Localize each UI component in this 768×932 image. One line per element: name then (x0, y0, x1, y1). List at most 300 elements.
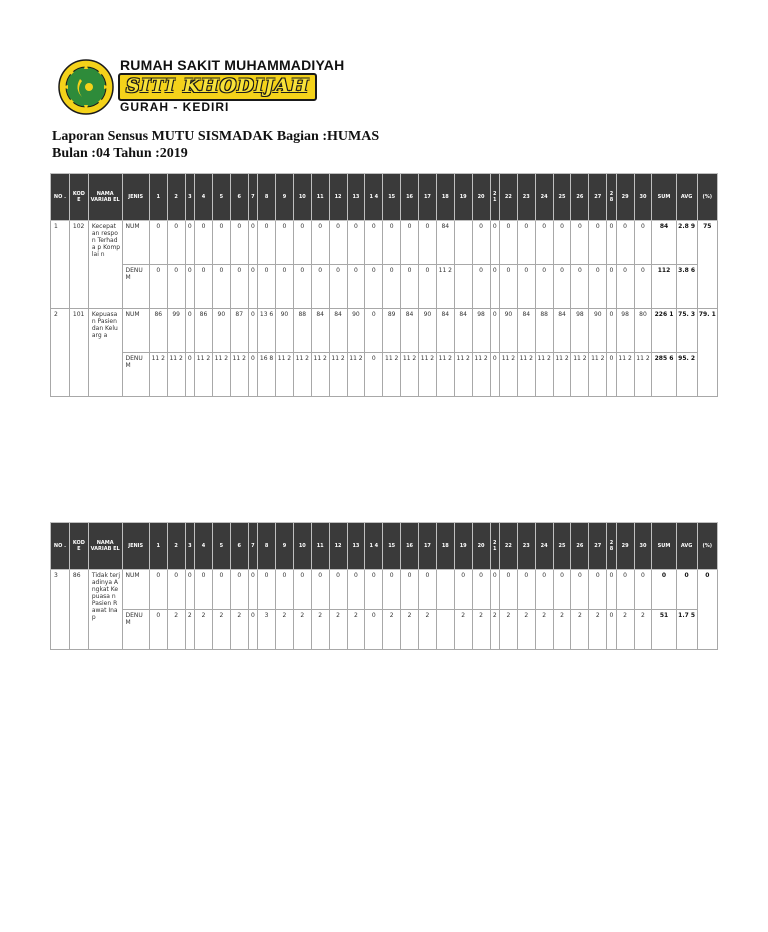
day-value: 0 (419, 221, 437, 265)
day-value: 0 (517, 265, 535, 309)
day-value: 2 (185, 610, 194, 650)
hospital-name: SITI KHODIJAH (118, 73, 317, 101)
table-row (51, 570, 718, 610)
day-value: 11 2 (589, 353, 607, 397)
column-header: 12 (329, 174, 347, 221)
day-value: 0 (212, 221, 230, 265)
column-header: 10 (293, 174, 311, 221)
column-header: 30 (634, 174, 652, 221)
day-value: 0 (329, 570, 347, 610)
day-value: 0 (553, 221, 571, 265)
day-value: 0 (195, 221, 213, 265)
column-header: NAMA VARIAB EL (88, 174, 122, 221)
day-value: 11 2 (276, 353, 294, 397)
day-value: 90 (347, 309, 365, 353)
row-code: 86 (69, 570, 88, 650)
row-code: 101 (69, 309, 88, 397)
day-value: 11 2 (230, 353, 248, 397)
column-header: 18 (436, 523, 454, 570)
hospital-logo (58, 55, 358, 117)
day-value: 11 2 (212, 353, 230, 397)
column-header: 30 (634, 523, 652, 570)
day-value: 84 (436, 221, 454, 265)
day-value: 0 (185, 265, 194, 309)
column-header: 17 (419, 174, 437, 221)
day-value: 0 (634, 221, 652, 265)
day-value: 87 (230, 309, 248, 353)
day-value: 0 (149, 265, 167, 309)
day-value: 0 (607, 610, 616, 650)
day-value: 0 (185, 309, 194, 353)
day-value: 11 2 (454, 353, 472, 397)
column-header: 12 (329, 523, 347, 570)
column-header: 26 (571, 174, 589, 221)
day-value: 0 (149, 221, 167, 265)
column-header: JENIS (122, 523, 149, 570)
column-header: 16 (401, 523, 419, 570)
row-type: DENU M (122, 610, 149, 650)
day-value: 0 (499, 265, 517, 309)
day-value: 2 (499, 610, 517, 650)
day-value: 0 (347, 221, 365, 265)
day-value: 86 (195, 309, 213, 353)
column-header: 8 (258, 523, 276, 570)
day-value: 11 2 (535, 353, 553, 397)
day-value: 0 (258, 570, 276, 610)
day-value: 2 (276, 610, 294, 650)
column-header: NO . (51, 174, 70, 221)
day-value: 2 (472, 610, 490, 650)
day-value: 2 (167, 610, 185, 650)
column-header: 26 (571, 523, 589, 570)
day-value: 84 (401, 309, 419, 353)
day-value: 90 (276, 309, 294, 353)
sum-value: 112 (652, 265, 676, 309)
day-value: 0 (149, 570, 167, 610)
day-value: 0 (401, 265, 419, 309)
day-value: 0 (276, 265, 294, 309)
column-header: 25 (553, 523, 571, 570)
sum-value: 51 (652, 610, 676, 650)
day-value: 84 (329, 309, 347, 353)
day-value: 11 2 (329, 353, 347, 397)
column-header: 6 (230, 523, 248, 570)
day-value: 2 (571, 610, 589, 650)
day-value: 0 (195, 570, 213, 610)
table-row (51, 353, 718, 397)
avg-value: 2.8 9 (676, 221, 697, 265)
row-type: NUM (122, 221, 149, 265)
day-value: 0 (490, 353, 499, 397)
day-value: 88 (535, 309, 553, 353)
day-value: 98 (472, 309, 490, 353)
column-header: 22 (499, 174, 517, 221)
day-value: 11 2 (149, 353, 167, 397)
column-header: 9 (276, 174, 294, 221)
day-value: 2 (401, 610, 419, 650)
day-value: 89 (383, 309, 401, 353)
table-header-row (51, 174, 718, 221)
percent-value: 75 (697, 221, 717, 309)
column-header: 6 (230, 174, 248, 221)
day-value: 2 (347, 610, 365, 650)
column-header: 2 8 (607, 523, 616, 570)
row-type: DENU M (122, 353, 149, 397)
day-value: 0 (365, 570, 383, 610)
day-value: 0 (472, 265, 490, 309)
day-value (454, 265, 472, 309)
day-value: 0 (365, 221, 383, 265)
day-value: 0 (248, 221, 257, 265)
column-header: JENIS (122, 174, 149, 221)
column-header: 11 (311, 523, 329, 570)
day-value: 0 (571, 265, 589, 309)
column-header: 24 (535, 174, 553, 221)
column-header: 23 (517, 523, 535, 570)
sum-value: 285 6 (652, 353, 676, 397)
muhammadiyah-emblem-icon (58, 59, 114, 115)
column-header: 7 (248, 174, 257, 221)
day-value: 11 2 (383, 353, 401, 397)
avg-value: 3.8 6 (676, 265, 697, 309)
day-value: 0 (401, 221, 419, 265)
day-value: 90 (212, 309, 230, 353)
day-value: 90 (419, 309, 437, 353)
column-header: 4 (195, 523, 213, 570)
day-value: 0 (365, 265, 383, 309)
day-value: 11 2 (616, 353, 634, 397)
day-value: 0 (535, 265, 553, 309)
day-value: 0 (347, 570, 365, 610)
column-header: 7 (248, 523, 257, 570)
variable-name: Tidak terjadinya Angkat Kepuasa n Pasien Rawat Inap (88, 570, 122, 650)
avg-value: 1.7 5 (676, 610, 697, 650)
day-value: 0 (329, 265, 347, 309)
day-value: 0 (535, 221, 553, 265)
day-value: 2 (311, 610, 329, 650)
day-value: 90 (589, 309, 607, 353)
day-value: 0 (490, 265, 499, 309)
column-header: 4 (195, 174, 213, 221)
day-value: 0 (230, 265, 248, 309)
day-value: 0 (490, 309, 499, 353)
day-value: 3 (258, 610, 276, 650)
day-value: 11 2 (195, 353, 213, 397)
day-value: 84 (454, 309, 472, 353)
day-value: 0 (365, 309, 383, 353)
day-value: 0 (258, 221, 276, 265)
column-header: 1 (149, 523, 167, 570)
column-header: 2 8 (607, 174, 616, 221)
column-header: 13 (347, 174, 365, 221)
day-value: 2 (230, 610, 248, 650)
row-type: NUM (122, 309, 149, 353)
row-number: 3 (51, 570, 70, 650)
day-value: 0 (419, 570, 437, 610)
census-table-1 (50, 173, 718, 397)
day-value: 0 (248, 265, 257, 309)
day-value: 0 (185, 221, 194, 265)
day-value: 2 (535, 610, 553, 650)
column-header: KOD E (69, 174, 88, 221)
day-value (436, 610, 454, 650)
day-value: 11 2 (499, 353, 517, 397)
day-value: 11 2 (293, 353, 311, 397)
day-value: 2 (454, 610, 472, 650)
column-header: 22 (499, 523, 517, 570)
day-value: 16 8 (258, 353, 276, 397)
day-value: 2 (419, 610, 437, 650)
row-number: 2 (51, 309, 70, 397)
sum-value: 84 (652, 221, 676, 265)
table-row (51, 265, 718, 309)
day-value: 84 (517, 309, 535, 353)
day-value: 0 (571, 221, 589, 265)
column-header: 29 (616, 523, 634, 570)
column-header: 2 1 (490, 174, 499, 221)
day-value: 0 (311, 221, 329, 265)
day-value: 0 (347, 265, 365, 309)
column-header: 19 (454, 174, 472, 221)
column-header: 8 (258, 174, 276, 221)
day-value: 0 (311, 570, 329, 610)
table-row (51, 309, 718, 353)
day-value: 0 (634, 570, 652, 610)
column-header: 16 (401, 174, 419, 221)
day-value: 2 (490, 610, 499, 650)
day-value: 0 (634, 265, 652, 309)
column-header: 25 (553, 174, 571, 221)
column-header: 3 (185, 523, 194, 570)
day-value: 99 (167, 309, 185, 353)
day-value: 11 2 (571, 353, 589, 397)
day-value: 0 (248, 570, 257, 610)
day-value: 88 (293, 309, 311, 353)
day-value: 0 (589, 221, 607, 265)
day-value: 0 (293, 221, 311, 265)
sum-value: 0 (652, 570, 676, 610)
day-value: 0 (472, 570, 490, 610)
day-value: 0 (589, 265, 607, 309)
day-value: 0 (517, 221, 535, 265)
day-value: 2 (212, 610, 230, 650)
column-header: 15 (383, 174, 401, 221)
day-value: 0 (535, 570, 553, 610)
column-header: 18 (436, 174, 454, 221)
column-header: 24 (535, 523, 553, 570)
day-value: 0 (293, 570, 311, 610)
column-header: 27 (589, 523, 607, 570)
census-table-2 (50, 522, 718, 650)
table-row (51, 221, 718, 265)
day-value: 86 (149, 309, 167, 353)
column-header: (%) (697, 523, 717, 570)
column-header: AVG (676, 523, 697, 570)
avg-value: 0 (676, 570, 697, 610)
day-value: 0 (276, 570, 294, 610)
day-value: 0 (517, 570, 535, 610)
day-value: 0 (499, 570, 517, 610)
avg-value: 75. 3 (676, 309, 697, 353)
day-value: 2 (589, 610, 607, 650)
day-value: 0 (616, 221, 634, 265)
day-value: 98 (571, 309, 589, 353)
column-header: SUM (652, 523, 676, 570)
day-value: 0 (553, 265, 571, 309)
avg-value: 95. 2 (676, 353, 697, 397)
column-header: NAMA VARIAB EL (88, 523, 122, 570)
day-value: 0 (401, 570, 419, 610)
day-value: 0 (472, 221, 490, 265)
table-header-row (51, 523, 718, 570)
table-row (51, 610, 718, 650)
column-header: 9 (276, 523, 294, 570)
day-value: 11 2 (436, 265, 454, 309)
variable-name: Kecepat an respon Terhada p Komplai n (88, 221, 122, 309)
day-value: 11 2 (472, 353, 490, 397)
day-value (454, 221, 472, 265)
percent-value: 79. 1 (697, 309, 717, 397)
day-value: 2 (553, 610, 571, 650)
report-period: Bulan :04 Tahun :2019 (52, 146, 188, 161)
day-value: 0 (230, 570, 248, 610)
day-value: 0 (571, 570, 589, 610)
day-value: 13 6 (258, 309, 276, 353)
day-value: 0 (248, 309, 257, 353)
day-value: 0 (230, 221, 248, 265)
day-value: 0 (185, 570, 194, 610)
row-number: 1 (51, 221, 70, 309)
day-value: 2 (293, 610, 311, 650)
column-header: 5 (212, 523, 230, 570)
day-value: 84 (553, 309, 571, 353)
day-value (436, 570, 454, 610)
day-value: 0 (293, 265, 311, 309)
column-header: SUM (652, 174, 676, 221)
day-value: 0 (616, 570, 634, 610)
day-value: 84 (436, 309, 454, 353)
day-value: 2 (383, 610, 401, 650)
day-value: 0 (607, 221, 616, 265)
column-header: 2 (167, 174, 185, 221)
column-header: KOD E (69, 523, 88, 570)
hospital-top-line: RUMAH SAKIT MUHAMMADIYAH (120, 57, 345, 73)
day-value: 0 (365, 353, 383, 397)
day-value: 0 (490, 570, 499, 610)
day-value: 0 (490, 221, 499, 265)
day-value: 98 (616, 309, 634, 353)
column-header: 15 (383, 523, 401, 570)
row-code: 102 (69, 221, 88, 309)
day-value: 0 (276, 221, 294, 265)
column-header: 1 (149, 174, 167, 221)
day-value: 0 (167, 221, 185, 265)
column-header: 5 (212, 174, 230, 221)
column-header: 17 (419, 523, 437, 570)
day-value: 2 (329, 610, 347, 650)
column-header: 1 4 (365, 523, 383, 570)
column-header: 13 (347, 523, 365, 570)
column-header: 20 (472, 523, 490, 570)
day-value: 0 (258, 265, 276, 309)
day-value: 0 (383, 265, 401, 309)
column-header: 23 (517, 174, 535, 221)
day-value: 11 2 (167, 353, 185, 397)
day-value: 0 (149, 610, 167, 650)
day-value: 0 (499, 221, 517, 265)
column-header: 10 (293, 523, 311, 570)
hospital-location: GURAH - KEDIRI (120, 100, 230, 114)
column-header: 3 (185, 174, 194, 221)
day-value: 2 (195, 610, 213, 650)
day-value: 0 (607, 570, 616, 610)
day-value: 2 (616, 610, 634, 650)
day-value: 0 (607, 265, 616, 309)
day-value: 11 2 (634, 353, 652, 397)
day-value: 0 (195, 265, 213, 309)
day-value: 0 (553, 570, 571, 610)
day-value: 11 2 (553, 353, 571, 397)
column-header: 11 (311, 174, 329, 221)
variable-name: Kepuasa n Pasien dan Keluarg a (88, 309, 122, 397)
day-value: 80 (634, 309, 652, 353)
day-value: 11 2 (401, 353, 419, 397)
day-value: 0 (383, 570, 401, 610)
column-header: 2 1 (490, 523, 499, 570)
percent-value: 0 (697, 570, 717, 650)
day-value: 2 (517, 610, 535, 650)
row-type: NUM (122, 570, 149, 610)
day-value: 0 (383, 221, 401, 265)
day-value: 11 2 (311, 353, 329, 397)
sum-value: 226 1 (652, 309, 676, 353)
day-value: 0 (419, 265, 437, 309)
day-value: 0 (329, 221, 347, 265)
day-value: 0 (167, 265, 185, 309)
column-header: (%) (697, 174, 717, 221)
day-value: 0 (167, 570, 185, 610)
day-value: 11 2 (436, 353, 454, 397)
day-value: 0 (365, 610, 383, 650)
day-value: 2 (634, 610, 652, 650)
day-value: 11 2 (419, 353, 437, 397)
day-value: 90 (499, 309, 517, 353)
column-header: 27 (589, 174, 607, 221)
day-value: 84 (311, 309, 329, 353)
day-value: 0 (212, 265, 230, 309)
column-header: 1 4 (365, 174, 383, 221)
day-value: 0 (616, 265, 634, 309)
day-value: 11 2 (347, 353, 365, 397)
day-value: 0 (185, 353, 194, 397)
column-header: 2 (167, 523, 185, 570)
report-title: Laporan Sensus MUTU SISMADAK Bagian :HUMAS (52, 129, 380, 144)
day-value: 0 (607, 353, 616, 397)
day-value: 0 (589, 570, 607, 610)
row-type: DENU M (122, 265, 149, 309)
day-value: 0 (248, 610, 257, 650)
day-value: 0 (607, 309, 616, 353)
day-value: 0 (212, 570, 230, 610)
column-header: NO . (51, 523, 70, 570)
column-header: AVG (676, 174, 697, 221)
column-header: 29 (616, 174, 634, 221)
day-value: 11 2 (517, 353, 535, 397)
day-value: 0 (311, 265, 329, 309)
column-header: 19 (454, 523, 472, 570)
column-header: 20 (472, 174, 490, 221)
day-value: 0 (248, 353, 257, 397)
